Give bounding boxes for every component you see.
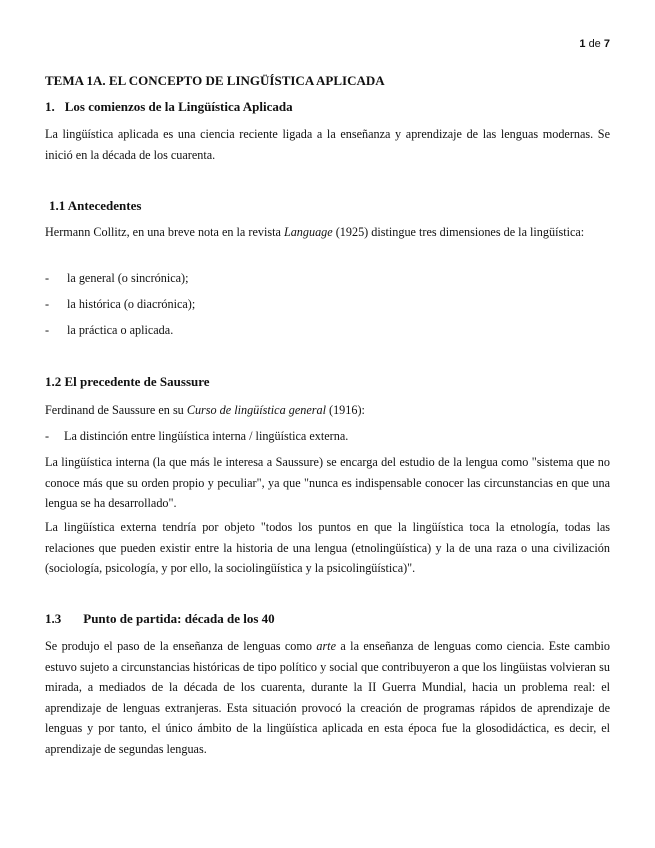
section-1-2-intro: Ferdinand de Saussure en su Curso de lingüística general (1916):	[45, 403, 365, 417]
section-1-3-paragraph: Se produjo el paso de la enseñanza de lenguas como arte a la enseñanza de lenguas como ciencia. Este cambio estuvo sujeto a circunstancias históricas de tipo político y social que contribuyeron a que los lingüistas volvieran su mirada, a mediados de la década de los cuarenta, durante la II Guerra Mundial, hacia un problema real: el aprendizaje de lenguas extranjeras. Esta situación provocó la creación de programas rápidos de aprendizaje de lenguas y por tanto, el único ámbito de la lingüística aplicada en esta época fue la glosodidáctica, es decir, el aprendizaje de segundas lenguas.	[45, 639, 610, 756]
document-title: TEMA 1A. EL CONCEPTO DE LINGÜÍSTICA APLICADA	[45, 73, 385, 88]
section-1-paragraph: La lingüística aplicada es una ciencia reciente ligada a la enseñanza y aprendizaje de las lenguas modernas. Se inició en la década de los cuarenta.	[45, 127, 610, 162]
list-item: - La distinción entre lingüística interna / lingüística externa.	[45, 429, 349, 443]
list-item: - la práctica o aplicada.	[45, 323, 174, 337]
page-number: 1 de 7	[579, 38, 610, 50]
section-1-2-paragraph-1: La lingüística interna (la que más le interesa a Saussure) se encarga del estudio de la lengua como "sistema que no conoce más que su orden propio y peculiar", ya que "nunca es indispensable conocer las circunstancias en que una lengua se ha desarrollado".	[45, 455, 610, 511]
section-1-1-heading: 1.1 Antecedentes	[49, 198, 142, 213]
section-1-2-paragraph-2: La lingüística externa tendría por objeto "todos los puntos en que la lingüística toca la etnología, todas las relaciones que pueden existir entre la historia de una lengua (etnolingüística) y la de una raza o una civilización (sociología, psicología, y por ello, la sociolingüística y la psicolingüística)".	[45, 520, 610, 576]
section-1-heading: 1. Los comienzos de la Lingüística Aplicada	[45, 99, 293, 114]
section-1-3-heading: 1.3 Punto de partida: década de los 40	[45, 611, 275, 626]
list-item: - la histórica (o diacrónica);	[45, 297, 196, 311]
list-item: - la general (o sincrónica);	[45, 271, 189, 285]
section-1-2-heading: 1.2 El precedente de Saussure	[45, 374, 210, 389]
section-1-1-paragraph: Hermann Collitz, en una breve nota en la revista Language (1925) distingue tres dimensiones de la lingüística:	[45, 225, 585, 239]
